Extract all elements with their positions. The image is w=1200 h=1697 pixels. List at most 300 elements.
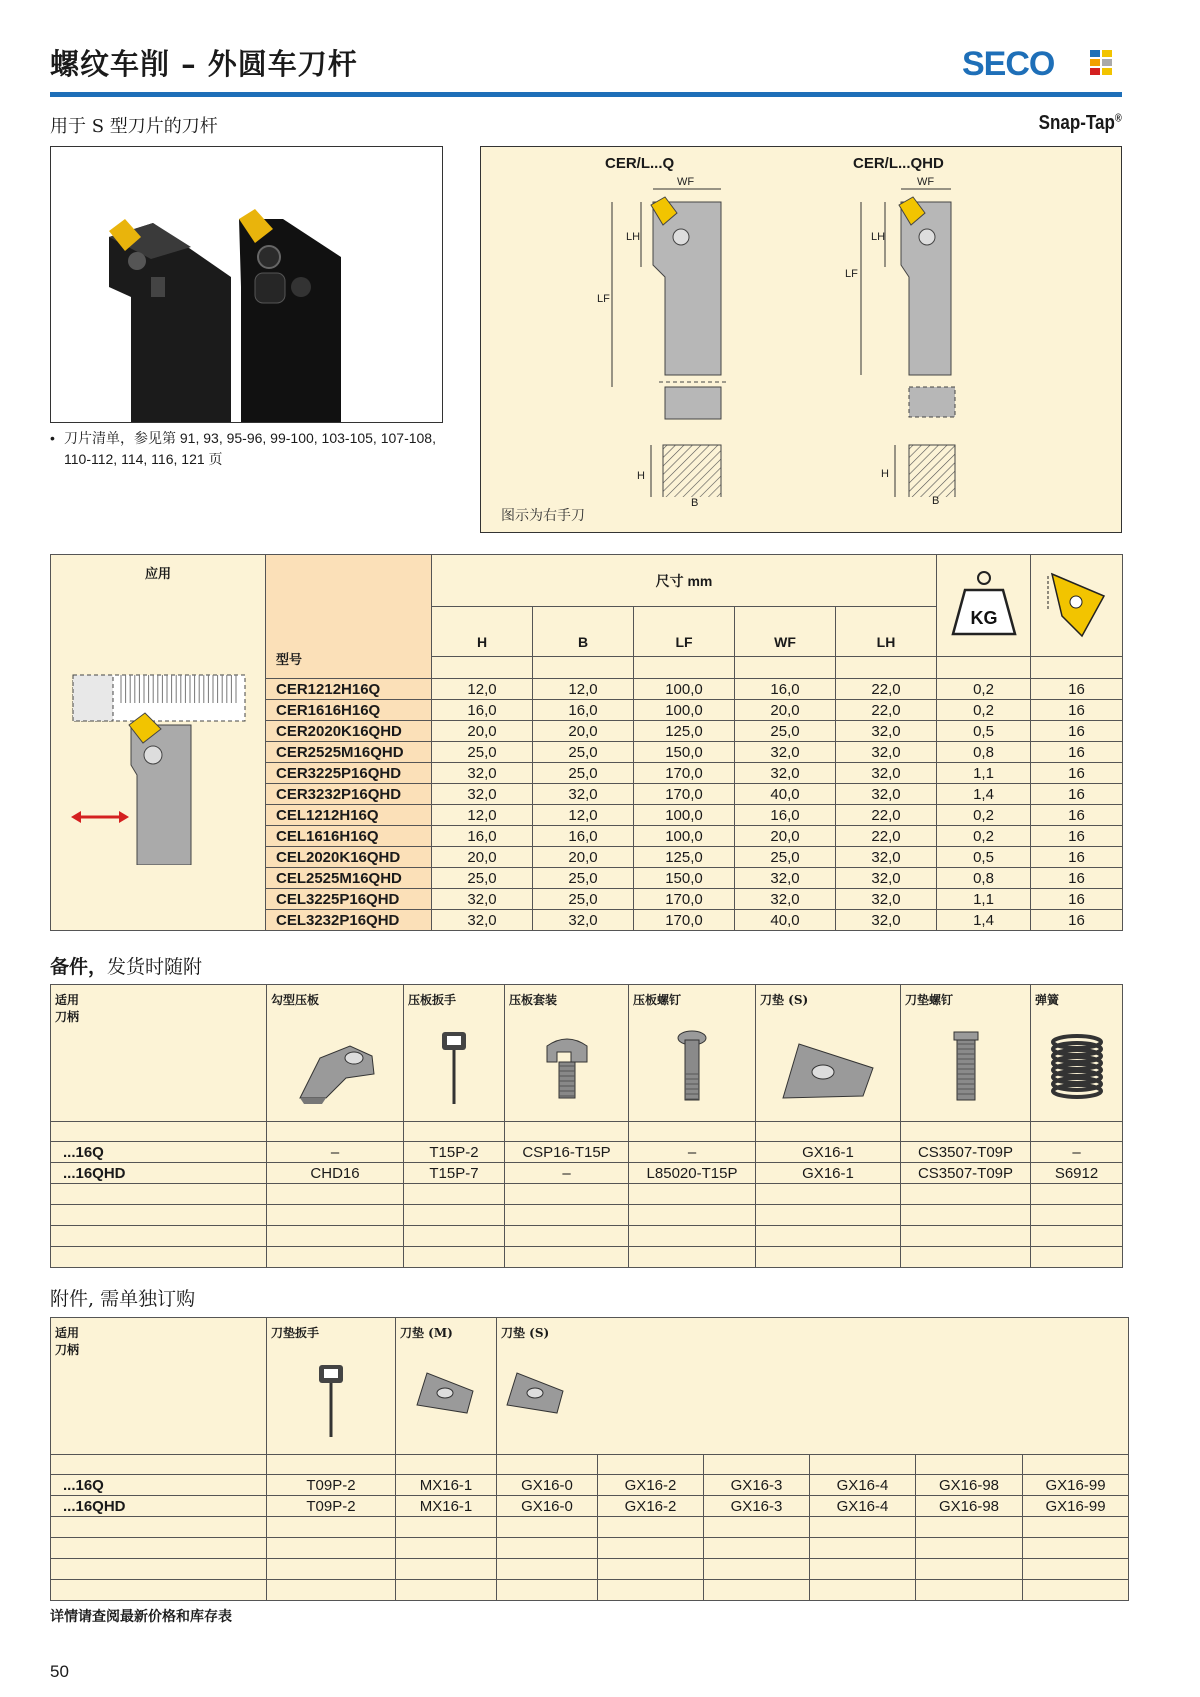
empty-cell <box>51 1247 267 1268</box>
applicable-holder: ...16QHD <box>51 1163 267 1184</box>
dim-h: 32,0 <box>432 910 533 931</box>
insert-list-note <box>50 428 450 470</box>
empty-cell <box>810 1517 916 1538</box>
dim-lh: 22,0 <box>836 805 937 826</box>
weight-value: 1,4 <box>937 910 1031 931</box>
table-row <box>51 1142 1123 1163</box>
accessories-col-label: 刀垫 (S) <box>501 1326 550 1340</box>
spacer-cell <box>396 1455 497 1475</box>
empty-cell <box>901 1205 1031 1226</box>
empty-row <box>51 1247 1123 1268</box>
spacer-cell <box>267 1122 404 1142</box>
part-number: T15P-7 <box>404 1163 505 1184</box>
part-number: GX16-99 <box>1023 1496 1129 1517</box>
insert-shape-icon <box>1042 566 1112 642</box>
app-header-line: 刀柄 <box>55 1343 80 1357</box>
dim-lh: 22,0 <box>836 679 937 700</box>
part-number: GX16-0 <box>497 1475 598 1496</box>
spare-parts-title-bold: 备件， <box>50 956 108 978</box>
dim-lf: 170,0 <box>634 910 735 931</box>
dim-h: 12,0 <box>432 679 533 700</box>
dim-lf: 100,0 <box>634 679 735 700</box>
main-header-row-1 <box>51 555 1123 607</box>
empty-cell <box>1031 1226 1123 1247</box>
empty-cell <box>497 1580 598 1601</box>
empty-cell <box>1023 1517 1129 1538</box>
app-header-line: 适用 <box>55 1326 80 1340</box>
application-header: 应用 <box>144 567 171 582</box>
empty-cell <box>629 1205 756 1226</box>
dim-wf: 25,0 <box>735 721 836 742</box>
brand-text: Snap-Tap <box>1038 112 1116 134</box>
column-header-lf: LF <box>634 607 735 657</box>
seco-logo <box>962 46 1122 82</box>
part-number: GX16-1 <box>756 1142 901 1163</box>
dim-lf: 100,0 <box>634 826 735 847</box>
empty-cell <box>505 1184 629 1205</box>
dim-wf: 25,0 <box>735 847 836 868</box>
spacer-cell <box>404 1122 505 1142</box>
spacer-cell <box>810 1455 916 1475</box>
applicable-holder: ...16Q <box>51 1475 267 1496</box>
weight-icon <box>949 568 1019 640</box>
empty-cell <box>505 1205 629 1226</box>
empty-cell <box>404 1226 505 1247</box>
model-header: 型号 <box>266 555 432 679</box>
part-number: MX16-1 <box>396 1496 497 1517</box>
weight-value: 0,2 <box>937 679 1031 700</box>
weight-value: 0,2 <box>937 826 1031 847</box>
diagram-caption: 图示为右手刀 <box>501 508 585 524</box>
empty-cell <box>901 1226 1031 1247</box>
part-number: L85020-T15P <box>629 1163 756 1184</box>
dim-lh: 32,0 <box>836 910 937 931</box>
empty-row <box>51 1205 1123 1226</box>
spacer-cell <box>598 1455 704 1475</box>
empty-cell <box>267 1247 404 1268</box>
dim-lh: 22,0 <box>836 700 937 721</box>
empty-cell <box>598 1559 704 1580</box>
model-code: CER2020K16QHD <box>266 721 432 742</box>
part-number: MX16-1 <box>396 1475 497 1496</box>
empty-cell <box>756 1205 901 1226</box>
empty-cell <box>598 1538 704 1559</box>
part-number: T09P-2 <box>267 1475 396 1496</box>
shim-s-icon <box>501 1361 571 1421</box>
spacer-cell <box>836 657 937 679</box>
dim-h-q: H <box>637 470 645 482</box>
empty-cell <box>810 1580 916 1601</box>
empty-row <box>51 1559 1129 1580</box>
spacer-cell <box>756 1122 901 1142</box>
empty-cell <box>916 1559 1023 1580</box>
empty-cell <box>396 1538 497 1559</box>
dimension-table <box>50 554 1123 931</box>
dim-h: 16,0 <box>432 826 533 847</box>
empty-cell <box>267 1559 396 1580</box>
part-number: CSP16-T15P <box>505 1142 629 1163</box>
empty-cell <box>267 1538 396 1559</box>
spacer-cell <box>634 657 735 679</box>
spacer-cell <box>1031 1122 1123 1142</box>
dim-lf: 170,0 <box>634 889 735 910</box>
part-number: GX16-3 <box>704 1475 810 1496</box>
dim-b: 25,0 <box>533 763 634 784</box>
empty-cell <box>396 1580 497 1601</box>
dim-h: 32,0 <box>432 763 533 784</box>
spacer-cell <box>533 657 634 679</box>
empty-cell <box>51 1559 267 1580</box>
empty-row <box>51 1184 1123 1205</box>
shim-key-icon <box>311 1361 351 1441</box>
part-number: GX16-2 <box>598 1475 704 1496</box>
dim-h: 16,0 <box>432 700 533 721</box>
insert-size-value: 16 <box>1031 784 1123 805</box>
accessories-title: 附件, 需单独订购 <box>50 1288 196 1310</box>
part-image <box>501 1361 1124 1421</box>
spacer-cell <box>937 657 1031 679</box>
spare-col-label: 刀垫螺钉 <box>905 993 954 1007</box>
spring-icon <box>1047 1028 1107 1108</box>
part-image <box>509 1028 624 1108</box>
spacer-cell <box>51 1455 267 1475</box>
dim-b: 16,0 <box>533 700 634 721</box>
insert-size-header <box>1031 555 1123 657</box>
brand-name <box>1039 112 1122 135</box>
insert-size-value: 16 <box>1031 868 1123 889</box>
app-header-line: 适用 <box>55 993 80 1007</box>
column-header-lh: LH <box>836 607 937 657</box>
spacer-cell <box>901 1122 1031 1142</box>
page-title: 螺纹车削 – 外圆车刀杆 <box>50 47 358 81</box>
dim-wf: 40,0 <box>735 910 836 931</box>
empty-cell <box>916 1538 1023 1559</box>
empty-cell <box>404 1247 505 1268</box>
empty-cell <box>810 1559 916 1580</box>
column-header-h: H <box>432 607 533 657</box>
spare-col-label: 压板螺钉 <box>633 993 682 1007</box>
dim-h: 20,0 <box>432 847 533 868</box>
dim-lh: 32,0 <box>836 763 937 784</box>
dim-h: 12,0 <box>432 805 533 826</box>
empty-cell <box>1031 1184 1123 1205</box>
empty-cell <box>51 1517 267 1538</box>
empty-cell <box>598 1517 704 1538</box>
spacer-cell <box>51 1122 267 1142</box>
shim-m-icon <box>411 1361 481 1421</box>
empty-cell <box>704 1580 810 1601</box>
insert-size-value: 16 <box>1031 847 1123 868</box>
brand-mark: ® <box>1115 112 1122 125</box>
empty-cell <box>396 1517 497 1538</box>
dim-wf: 20,0 <box>735 700 836 721</box>
accessories-col-1 <box>267 1318 396 1455</box>
spacer-row <box>51 1455 1129 1475</box>
empty-cell <box>267 1226 404 1247</box>
spare-app-header <box>51 985 267 1122</box>
spare-col-label: 压板扳手 <box>408 993 457 1007</box>
spacer-cell <box>1031 657 1123 679</box>
applicable-holder: ...16QHD <box>51 1496 267 1517</box>
part-image <box>905 1028 1026 1108</box>
dim-b: 12,0 <box>533 805 634 826</box>
empty-cell <box>51 1580 267 1601</box>
model-code: CEL3232P16QHD <box>266 910 432 931</box>
note-text: 刀片清单，参见第 91, 93, 95-96, 99-100, 103-105, 107-108, 110-112, 114, 116, 121 页 <box>64 430 436 467</box>
dim-h: 25,0 <box>432 868 533 889</box>
model-code: CEL3225P16QHD <box>266 889 432 910</box>
dim-lh: 32,0 <box>836 721 937 742</box>
empty-cell <box>497 1559 598 1580</box>
part-number: CHD16 <box>267 1163 404 1184</box>
dim-b: 12,0 <box>533 679 634 700</box>
part-image <box>408 1028 500 1108</box>
spare-col-label: 勾型压板 <box>271 993 320 1007</box>
spacer-cell <box>497 1455 598 1475</box>
empty-row <box>51 1226 1123 1247</box>
dim-wf-q: WF <box>677 176 695 188</box>
insert-size-value: 16 <box>1031 910 1123 931</box>
spare-col-2 <box>404 985 505 1122</box>
empty-cell <box>901 1184 1031 1205</box>
diagram-label-q: CER/L...Q <box>605 155 675 172</box>
spacer-cell <box>267 1455 396 1475</box>
empty-cell <box>629 1247 756 1268</box>
empty-cell <box>51 1538 267 1559</box>
dim-b: 25,0 <box>533 889 634 910</box>
dim-h: 25,0 <box>432 742 533 763</box>
dim-lh: 32,0 <box>836 868 937 889</box>
insert-size-value: 16 <box>1031 700 1123 721</box>
dim-lh-q: LH <box>626 231 641 243</box>
empty-row <box>51 1538 1129 1559</box>
empty-cell <box>404 1205 505 1226</box>
empty-cell <box>1023 1538 1129 1559</box>
clamp-icon <box>290 1028 380 1108</box>
table-row <box>51 1496 1129 1517</box>
empty-row <box>51 1517 1129 1538</box>
spare-col-6 <box>901 985 1031 1122</box>
model-code: CER1212H16Q <box>266 679 432 700</box>
empty-cell <box>267 1580 396 1601</box>
weight-value: 1,1 <box>937 889 1031 910</box>
dim-wf: 20,0 <box>735 826 836 847</box>
accessories-header-row <box>51 1318 1129 1455</box>
part-number: CS3507-T09P <box>901 1142 1031 1163</box>
part-number: T09P-2 <box>267 1496 396 1517</box>
dim-lf: 125,0 <box>634 847 735 868</box>
clamp-screw-icon <box>672 1028 712 1108</box>
empty-cell <box>497 1517 598 1538</box>
part-number: – <box>267 1142 404 1163</box>
dim-lh-qhd: LH <box>871 231 886 243</box>
accessories-col-2 <box>396 1318 497 1455</box>
dim-lh: 32,0 <box>836 847 937 868</box>
part-number: – <box>1031 1142 1123 1163</box>
empty-cell <box>704 1517 810 1538</box>
dimension-header: 尺寸 mm <box>432 555 937 607</box>
insert-size-value: 16 <box>1031 742 1123 763</box>
weight-value: 0,8 <box>937 742 1031 763</box>
dim-lf-q: LF <box>597 293 610 305</box>
dim-lf: 125,0 <box>634 721 735 742</box>
weight-value: 1,4 <box>937 784 1031 805</box>
empty-cell <box>505 1226 629 1247</box>
insert-size-value: 16 <box>1031 889 1123 910</box>
accessories-col-label: 刀垫 (M) <box>400 1326 453 1340</box>
spare-header-row <box>51 985 1123 1122</box>
dim-lf-qhd: LF <box>845 268 858 280</box>
spare-col-1 <box>267 985 404 1122</box>
part-number: GX16-98 <box>916 1496 1023 1517</box>
spare-col-3 <box>505 985 629 1122</box>
empty-cell <box>756 1226 901 1247</box>
column-header-b: B <box>533 607 634 657</box>
dim-b: 20,0 <box>533 847 634 868</box>
spacer-cell <box>735 657 836 679</box>
part-number: GX16-0 <box>497 1496 598 1517</box>
spacer-cell <box>505 1122 629 1142</box>
dim-wf: 32,0 <box>735 742 836 763</box>
torx-key-icon <box>434 1028 474 1108</box>
empty-cell <box>704 1559 810 1580</box>
dim-lf: 150,0 <box>634 742 735 763</box>
dim-lh: 32,0 <box>836 889 937 910</box>
empty-cell <box>505 1247 629 1268</box>
empty-cell <box>901 1247 1031 1268</box>
empty-cell <box>51 1205 267 1226</box>
spare-col-5 <box>756 985 901 1122</box>
part-image <box>271 1028 399 1108</box>
weight-value: 0,5 <box>937 721 1031 742</box>
spare-col-7 <box>1031 985 1123 1122</box>
part-number: GX16-98 <box>916 1475 1023 1496</box>
empty-cell <box>396 1559 497 1580</box>
insert-size-value: 16 <box>1031 826 1123 847</box>
note-bullet: • <box>50 430 55 446</box>
kg-label: KG <box>970 607 997 628</box>
insert-size-value: 16 <box>1031 721 1123 742</box>
weight-value: 0,2 <box>937 805 1031 826</box>
model-code: CEL1212H16Q <box>266 805 432 826</box>
application-illustration <box>51 665 264 865</box>
empty-cell <box>598 1580 704 1601</box>
applicable-holder: ...16Q <box>51 1142 267 1163</box>
part-number: GX16-99 <box>1023 1475 1129 1496</box>
dim-b: 20,0 <box>533 721 634 742</box>
footer-note: 详情请查阅最新价格和库存表 <box>50 1609 232 1625</box>
dim-lf: 100,0 <box>634 700 735 721</box>
part-image <box>271 1361 391 1441</box>
empty-cell <box>497 1538 598 1559</box>
dim-wf-qhd: WF <box>917 176 935 188</box>
spacer-cell <box>432 657 533 679</box>
accessories-app-header <box>51 1318 267 1455</box>
accessories-table <box>50 1317 1129 1601</box>
app-header-line: 刀柄 <box>55 1010 80 1024</box>
accessories-col-label: 刀垫扳手 <box>271 1326 320 1340</box>
spare-col-label: 压板套装 <box>509 993 558 1007</box>
dimension-diagram <box>480 146 1122 533</box>
model-code: CEL1616H16Q <box>266 826 432 847</box>
dim-wf: 16,0 <box>735 679 836 700</box>
dim-wf: 32,0 <box>735 763 836 784</box>
empty-cell <box>1023 1580 1129 1601</box>
insert-size-value: 16 <box>1031 679 1123 700</box>
spacer-cell <box>916 1455 1023 1475</box>
spacer-cell <box>1023 1455 1129 1475</box>
part-number: CS3507-T09P <box>901 1163 1031 1184</box>
empty-cell <box>704 1538 810 1559</box>
weight-value: 0,5 <box>937 847 1031 868</box>
table-row <box>51 1163 1123 1184</box>
part-number: T15P-2 <box>404 1142 505 1163</box>
empty-cell <box>629 1184 756 1205</box>
empty-cell <box>267 1205 404 1226</box>
dim-lh: 22,0 <box>836 826 937 847</box>
dim-wf: 16,0 <box>735 805 836 826</box>
spacer-row <box>51 1122 1123 1142</box>
part-number: – <box>629 1142 756 1163</box>
model-code: CER1616H16Q <box>266 700 432 721</box>
dim-b-qhd: B <box>932 495 940 507</box>
dim-lf: 170,0 <box>634 784 735 805</box>
dim-b-q: B <box>691 497 699 509</box>
dim-h: 20,0 <box>432 721 533 742</box>
model-code: CER3232P16QHD <box>266 784 432 805</box>
part-image <box>760 1028 896 1108</box>
shim-icon <box>773 1028 883 1108</box>
part-number: GX16-2 <box>598 1496 704 1517</box>
part-number: GX16-4 <box>810 1496 916 1517</box>
dim-lh: 32,0 <box>836 742 937 763</box>
holder-drawings <box>481 147 1122 497</box>
part-image <box>400 1361 492 1421</box>
empty-cell <box>51 1226 267 1247</box>
empty-row <box>51 1580 1129 1601</box>
empty-cell <box>810 1538 916 1559</box>
application-cell <box>51 555 266 931</box>
toolholder-photo-image <box>51 147 443 423</box>
page-number: 50 <box>50 1662 69 1681</box>
weight-value: 1,1 <box>937 763 1031 784</box>
empty-cell <box>629 1226 756 1247</box>
empty-cell <box>267 1517 396 1538</box>
dim-wf: 32,0 <box>735 889 836 910</box>
empty-cell <box>1023 1559 1129 1580</box>
dim-lf: 100,0 <box>634 805 735 826</box>
spare-col-label: 刀垫 (S) <box>760 993 809 1007</box>
weight-header <box>937 555 1031 657</box>
shim-screw-icon <box>946 1028 986 1108</box>
spare-parts-table <box>50 984 1123 1268</box>
empty-cell <box>267 1184 404 1205</box>
dim-lf: 150,0 <box>634 868 735 889</box>
empty-cell <box>1031 1205 1123 1226</box>
model-code: CEL2525M16QHD <box>266 868 432 889</box>
dim-h: 32,0 <box>432 784 533 805</box>
diagram-label-qhd: CER/L...QHD <box>853 155 944 172</box>
empty-cell <box>756 1247 901 1268</box>
dim-h: 32,0 <box>432 889 533 910</box>
insert-size-value: 16 <box>1031 805 1123 826</box>
dim-lf: 170,0 <box>634 763 735 784</box>
empty-cell <box>916 1580 1023 1601</box>
spare-parts-title <box>50 952 202 979</box>
dim-wf: 40,0 <box>735 784 836 805</box>
dim-b: 16,0 <box>533 826 634 847</box>
empty-cell <box>51 1184 267 1205</box>
